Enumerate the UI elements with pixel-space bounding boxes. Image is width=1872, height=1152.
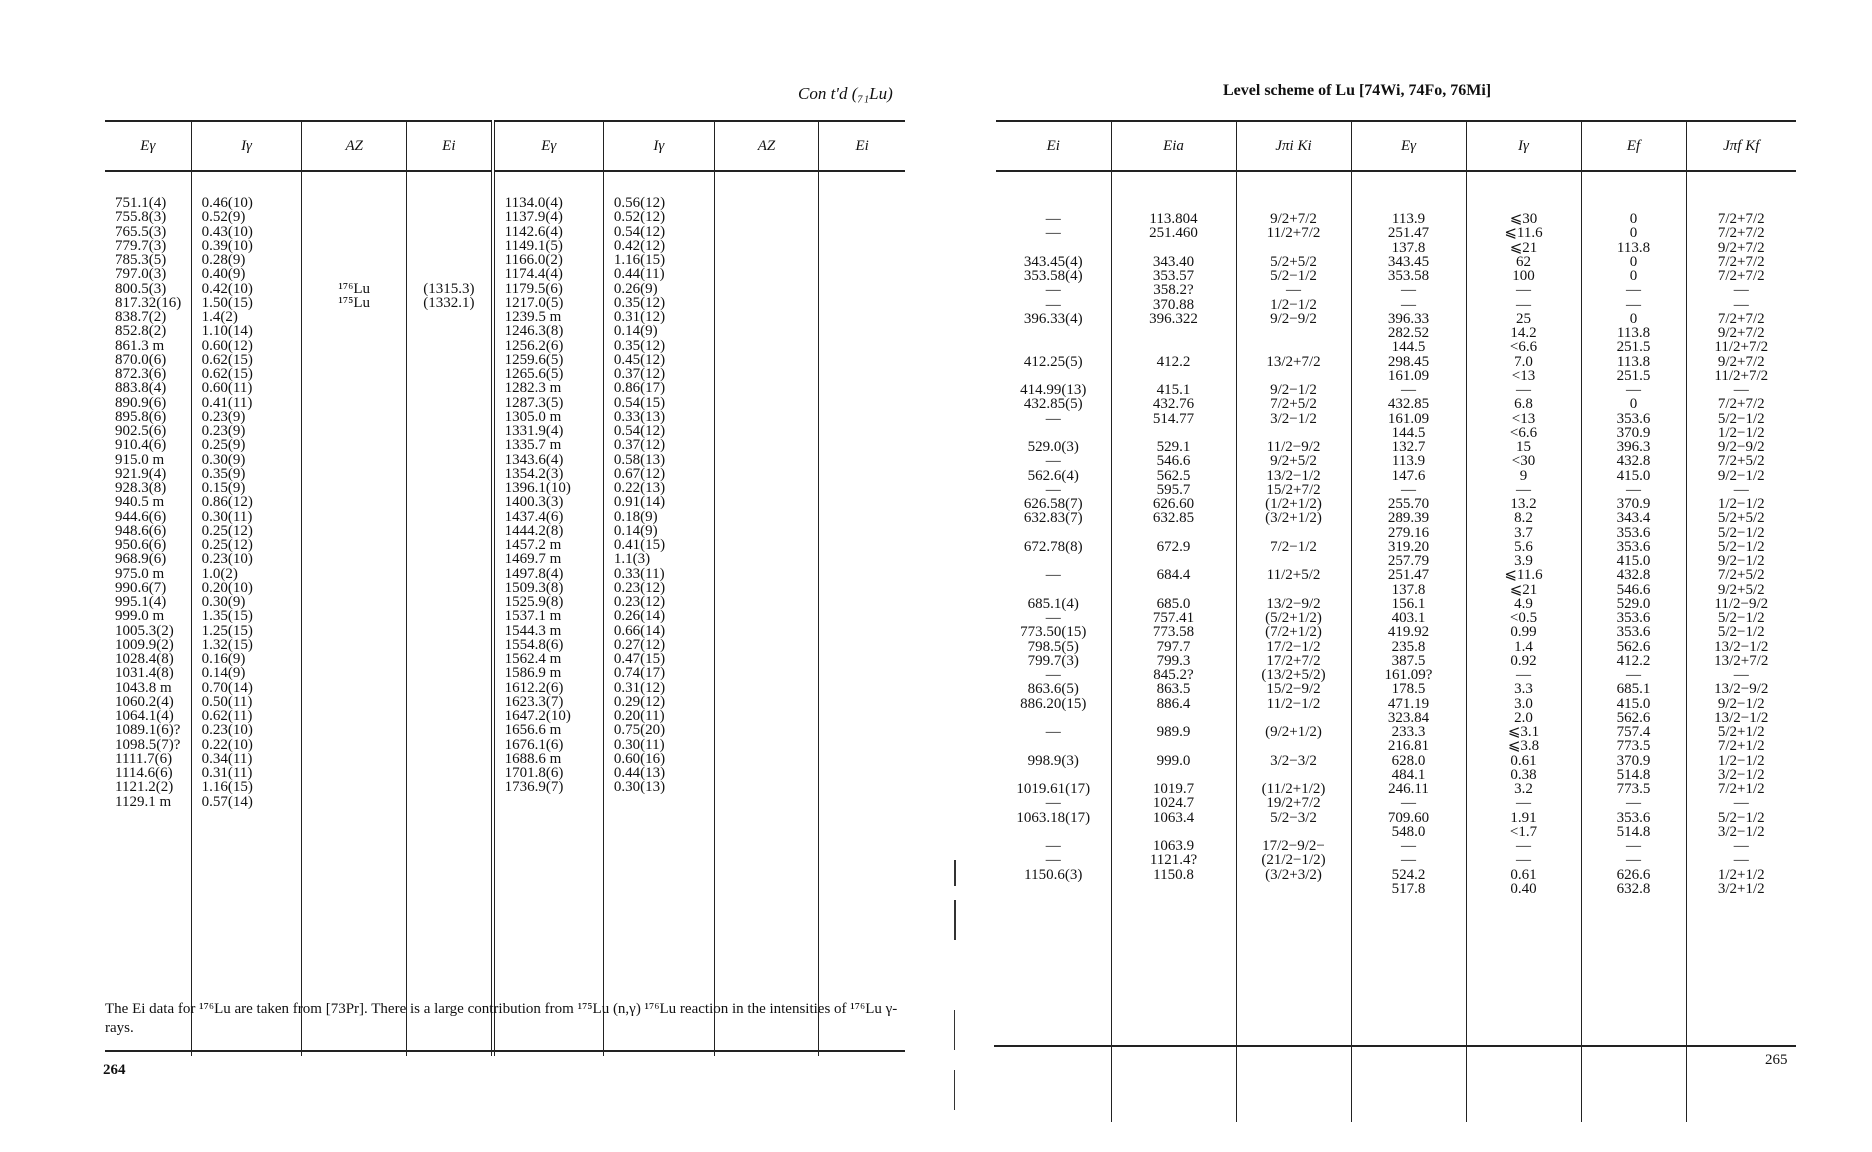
table-header-row [105,121,905,171]
column-header-initial-level-alt: Eia [1111,121,1236,171]
column-header-gamma-intensity: Iγ [191,121,302,171]
page-number: 265 [1765,1052,1788,1068]
column-header-initial-spin: Jπi Ki [1236,121,1351,171]
column-header-gamma-energy: Eγ [493,121,604,171]
bottom-rule [105,1050,905,1052]
footnote: The Ei data for ¹⁷⁶Lu are taken from [73Pr]. There is a large contribution from ¹⁷⁵Lu (n,γ) ¹⁷⁶Lu reaction in the intensities of ¹⁷⁶Lu γ-rays. [105,1001,898,1036]
level-energy-column [819,171,905,1056]
gamma-energy-column: 113.9 251.47 137.8 343.45 353.58 — — 396.33 282.52 144.5 298.45 161.09 — 432.85 161.09 144.5 132.7 113.9 147.6 — 255.70 289.39 279.16 319.20 257.79 251.47 137.8 156.1 403.1 419.92 235.8 387.5 161.09? 178.5 471.19 323.84 233.3 216.81 628.0 484.1 246.11 — 709.60 548.0 — — 524.2 517.8 [1351,171,1466,1122]
column-header-level-energy: Ei [407,121,493,171]
gamma-ray-table [105,120,905,1056]
column-header-isotope: AZ [714,121,819,171]
column-header-gamma-intensity: Iγ [1466,121,1581,171]
table-row [105,171,905,1056]
column-header-final-spin: Jπf Kf [1686,121,1796,171]
gamma-intensity-column: ⩽30 ⩽11.6 ⩽21 62 100 — — 25 14.2 <6.6 7.0 <13 — 6.8 <13 <6.6 15 <30 9 — 13.2 8.2 3.7 5.6 3.9 ⩽11.6 ⩽21 4.9 <0.5 0.99 1.4 0.92 — 3.3 3.0 2.0 ⩽3.1 ⩽3.8 0.61 0.38 3.2 — 1.91 <1.7 — — 0.61 0.40 [1466,171,1581,1122]
gamma-energy-column: 751.1(4) 755.8(3) 765.5(3) 779.7(3) 785.3(5) 797.0(3) 800.5(3) 817.32(16) 838.7(2) 852.8(2) 861.3 m 870.0(6) 872.3(6) 883.8(4) 890.9(6) 895.8(6) 902.5(6) 910.4(6) 915.0 m 921.9(4) 928.3(8) 940.5 m 944.6(6) 948.6(6) 950.6(6) 968.9(6) 975.0 m 990.6(7) 995.1(4) 999.0 m 1005.3(2) 1009.9(2) 1028.4(8) 1031.4(8) 1043.8 m 1060.2(4) 1064.1(4) 1089.1(6)? 1098.5(7)? 1111.7(6) 1114.6(6) 1121.2(2) 1129.1 m [115,195,182,810]
table-header-row [996,121,1796,171]
table-row [996,171,1796,1122]
right-page [936,0,1872,1152]
bottom-rule [994,1045,1796,1047]
column-header-final-level: Ef [1581,121,1686,171]
gamma-intensity-column: 0.56(12) 0.52(12) 0.54(12) 0.42(12) 1.16(15) 0.44(11) 0.26(9) 0.35(12) 0.31(12) 0.14(9) 0.35(12) 0.45(12) 0.37(12) 0.86(17) 0.54(15) 0.33(13) 0.54(12) 0.37(12) 0.58(13) 0.67(12) 0.22(13) 0.91(14) 0.18(9) 0.14(9) 0.41(15) 1.1(3) 0.33(11) 0.23(12) 0.23(12) 0.26(14) 0.66(14) 0.27(12) 0.47(15) 0.74(17) 0.31(12) 0.29(12) 0.20(11) 0.75(20) 0.30(11) 0.60(16) 0.44(13) 0.30(13) [603,171,714,1056]
final-level-column: 0 0 113.8 0 0 — — 0 113.8 251.5 113.8 251.5 — 0 353.6 370.9 396.3 432.8 415.0 — 370.9 343.4 353.6 353.6 415.0 432.8 546.6 529.0 353.6 353.6 562.6 412.2 — 685.1 415.0 562.6 757.4 773.5 370.9 514.8 773.5 — 353.6 514.8 — — 626.6 632.8 [1581,171,1686,1122]
isotope-column: ¹⁷⁶Lu ¹⁷⁵Lu [302,171,407,1056]
column-header-gamma-intensity: Iγ [603,121,714,171]
column-header-level-energy: Ei [819,121,905,171]
column-header-gamma-energy: Eγ [1351,121,1466,171]
final-spin-column: 7/2+7/2 7/2+7/2 9/2+7/2 7/2+7/2 7/2+7/2 — — 7/2+7/2 9/2+7/2 11/2+7/2 9/2+7/2 11/2+7/2 — 7/2+7/2 5/2−1/2 1/2−1/2 9/2−9/2 7/2+5/2 9/2−1/2 — 1/2−1/2 5/2+5/2 5/2−1/2 5/2−1/2 9/2−1/2 7/2+5/2 9/2+5/2 11/2−9/2 5/2−1/2 5/2−1/2 13/2−1/2 13/2+7/2 — 13/2−9/2 9/2−1/2 13/2−1/2 5/2+1/2 7/2+1/2 1/2−1/2 3/2−1/2 7/2+1/2 — 5/2−1/2 3/2−1/2 — — 1/2+1/2 3/2+1/2 [1686,171,1796,1122]
level-scheme-table [996,120,1796,1122]
isotope-column [714,171,819,1056]
page-number: 264 [103,1062,126,1078]
gamma-intensity-column: 0.46(10) 0.52(9) 0.43(10) 0.39(10) 0.28(9) 0.40(9) 0.42(10) 1.50(15) 1.4(2) 1.10(14) 0.60(12) 0.62(15) 0.62(15) 0.60(11) 0.41(11) 0.23(9) 0.23(9) 0.25(9) 0.30(9) 0.35(9) 0.15(9) 0.86(12) 0.30(11) 0.25(12) 0.25(12) 0.23(10) 1.0(2) 0.20(10) 0.30(9) 1.35(15) 1.25(15) 1.32(15) 0.16(9) 0.14(9) 0.70(14) 0.50(11) 0.62(11) 0.23(10) 0.22(10) 0.34(11) 0.31(11) 1.16(15) 0.57(14) [191,171,302,1056]
running-head: Level scheme of Lu [74Wi, 74Fo, 76Mi] [1223,82,1492,99]
level-energy-column: (1315.3) (1332.1) [407,171,493,1056]
initial-level-column: — — 343.45(4) 353.58(4) — — 396.33(4) 412.25(5) 414.99(13) 432.85(5) — 529.0(3) — 562.6(4) — 626.58(7) 632.83(7) 672.78(8) — 685.1(4) — 773.50(15) 798.5(5) 799.7(3) — 863.6(5) 886.20(15) — 998.9(3) 1019.61(17) — 1063.18(17) — — 1150.6(3) [1016,211,1091,883]
column-header-isotope: AZ [302,121,407,171]
running-head: Con t'd (₇₁Lu) [798,84,893,103]
initial-level-alt-column: 113.804 251.460 343.40 353.57 358.2? 370.88 396.322 412.2 415.1 432.76 514.77 529.1 546.6 562.5 595.7 626.60 632.85 672.9 684.4 685.0 757.41 773.58 797.7 799.3 845.2? 863.5 886.4 989.9 999.0 1019.7 1024.7 1063.4 1063.9 1121.4? 1150.8 [1111,171,1236,1122]
column-header-gamma-energy: Eγ [105,121,191,171]
column-header-initial-level: Ei [996,121,1111,171]
gamma-energy-column: 1134.0(4) 1137.9(4) 1142.6(4) 1149.1(5) 1166.0(2) 1174.4(4) 1179.5(6) 1217.0(5) 1239.5 m 1246.3(8) 1256.2(6) 1259.6(5) 1265.6(5) 1282.3 m 1287.3(5) 1305.0 m 1331.9(4) 1335.7 m 1343.6(4) 1354.2(3) 1396.1(10) 1400.3(3) 1437.4(6) 1444.2(8) 1457.2 m 1469.7 m 1497.8(4) 1509.3(8) 1525.9(8) 1537.1 m 1544.3 m 1554.8(6) 1562.4 m 1586.9 m 1612.2(6) 1623.3(7) 1647.2(10) 1656.6 m 1676.1(6) 1688.6 m 1701.8(6) 1736.9(7) [493,171,604,1056]
initial-spin-column: 9/2+7/2 11/2+7/2 5/2+5/2 5/2−1/2 — 1/2−1/2 9/2−9/2 13/2+7/2 9/2−1/2 7/2+5/2 3/2−1/2 11/2−9/2 9/2+5/2 13/2−1/2 15/2+7/2 (1/2+1/2) (3/2+1/2) 7/2−1/2 11/2+5/2 13/2−9/2 (5/2+1/2) (7/2+1/2) 17/2−1/2 17/2+7/2 (13/2+5/2) 15/2−9/2 11/2−1/2 (9/2+1/2) 3/2−3/2 (11/2+1/2) 19/2+7/2 5/2−3/2 17/2−9/2− (21/2−1/2) (3/2+3/2) [1236,171,1351,1122]
